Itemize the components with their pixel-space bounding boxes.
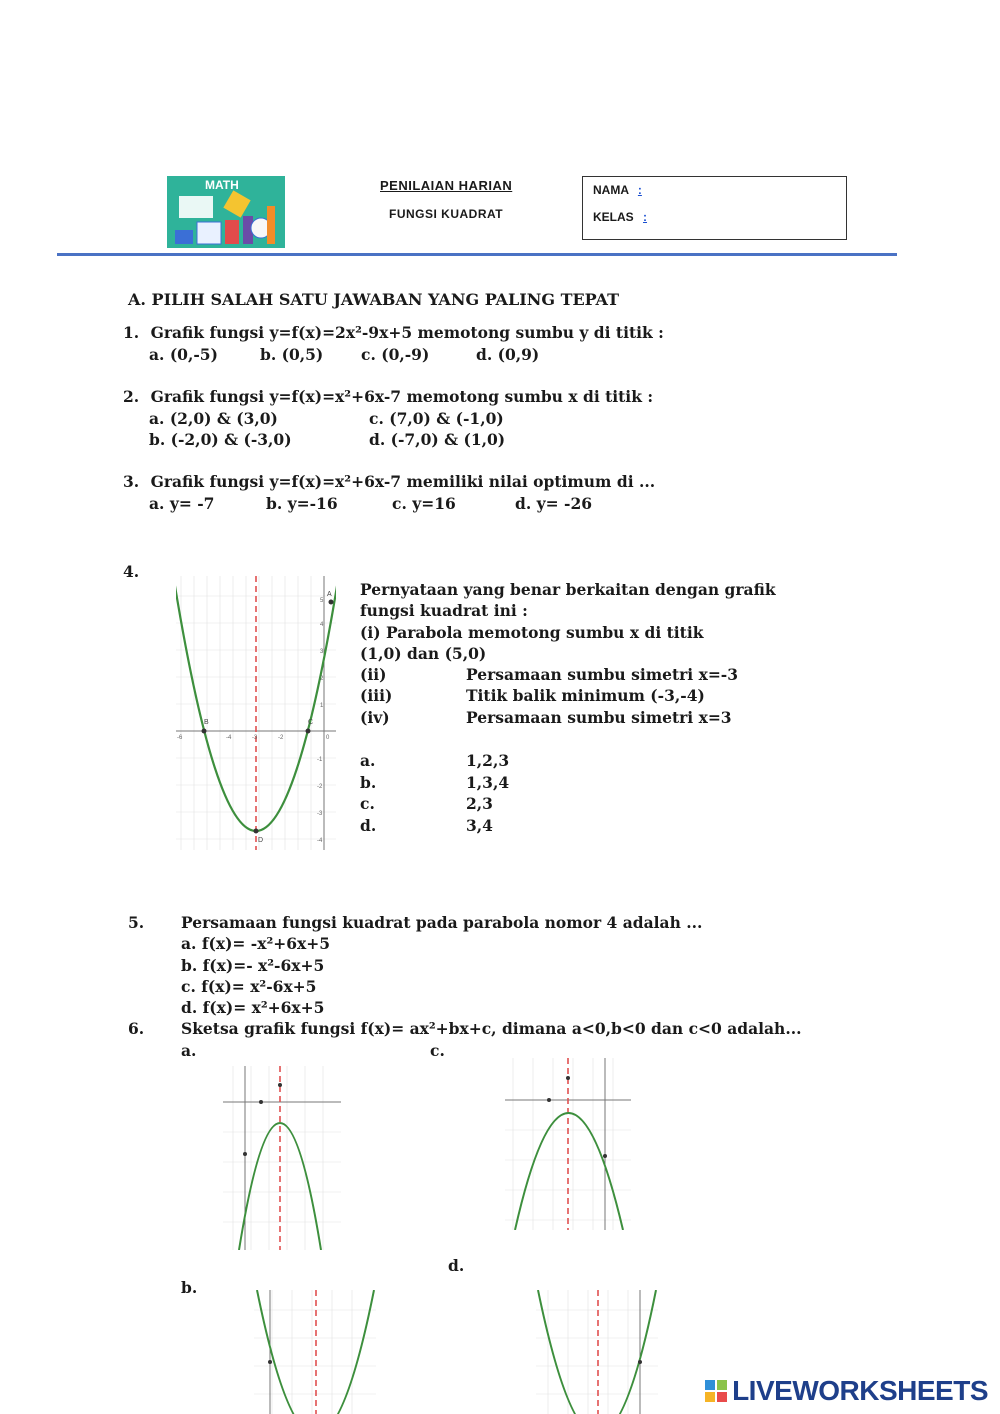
q4-xtick: -2 xyxy=(278,735,284,741)
q2-text: Grafik fungsi y=f(x)=x²+6x-7 memotong sumbu x di titik : xyxy=(150,387,654,406)
q4-statement-1-cont: (1,0) dan (5,0) xyxy=(360,644,487,663)
q4-option-b-value[interactable]: 1,3,4 xyxy=(466,773,510,792)
q5-option-c[interactable]: c. f(x)= x²-6x+5 xyxy=(181,977,317,996)
q6b-y-intercept xyxy=(268,1360,272,1364)
q4-label-c: C xyxy=(308,719,314,726)
q1-number: 1. xyxy=(123,323,140,342)
q6-text: Sketsa grafik fungsi f(x)= ax²+bx+c, dimana a<0,b<0 dan c<0 adalah... xyxy=(181,1019,802,1038)
q6-option-b-label[interactable]: b. xyxy=(181,1278,198,1297)
q1-option-a[interactable]: a. (0,-5) xyxy=(149,345,218,364)
page-subtitle: FUNGSI KUADRAT xyxy=(389,207,504,221)
q3-number: 3. xyxy=(123,472,140,491)
q3-option-c[interactable]: c. y=16 xyxy=(392,494,456,513)
q2-option-b[interactable]: b. (-2,0) & (-3,0) xyxy=(149,430,292,449)
q2-option-d[interactable]: d. (-7,0) & (1,0) xyxy=(369,430,506,449)
q2-option-a[interactable]: a. (2,0) & (3,0) xyxy=(149,409,278,428)
q4-xtick: 0 xyxy=(326,735,330,741)
q4-option-d-value[interactable]: 3,4 xyxy=(466,816,493,835)
q4-parabola-graph xyxy=(176,576,336,850)
name-row xyxy=(593,183,642,197)
q6-graph-b[interactable] xyxy=(254,1290,376,1414)
q4-ytick: -3 xyxy=(317,811,323,817)
header-divider xyxy=(57,253,897,256)
q6-option-c-label[interactable]: c. xyxy=(430,1041,445,1060)
q6-number: 6. xyxy=(128,1019,145,1038)
q6a-grid xyxy=(223,1066,341,1250)
name-label: NAMA xyxy=(593,183,629,197)
q4-ytick: 2 xyxy=(320,676,324,682)
brand-name: LIVEWORKSHEETS xyxy=(732,1375,988,1406)
q4-ytick: 5 xyxy=(320,598,324,604)
math-logo xyxy=(167,176,285,248)
math-icons xyxy=(167,176,285,248)
q4-ytick: -2 xyxy=(317,784,323,790)
q4-statement-4-num: (iv) xyxy=(360,708,390,727)
liveworksheets-brand xyxy=(704,1374,988,1408)
q4-statement-2-num: (ii) xyxy=(360,665,387,684)
q4-xtick: -4 xyxy=(226,735,232,741)
q4-point-c xyxy=(306,729,311,734)
q4-intro-line1: Pernyataan yang benar berkaitan dengan grafik xyxy=(360,580,776,599)
page-title: PENILAIAN HARIAN xyxy=(380,178,513,193)
question-3 xyxy=(123,472,655,491)
q3-option-b[interactable]: b. y=-16 xyxy=(266,494,338,513)
q4-label-a: A xyxy=(327,591,332,598)
q4-option-a-letter[interactable]: a. xyxy=(360,751,376,770)
q4-number: 4. xyxy=(123,562,140,581)
logo-text: MATH xyxy=(205,178,239,192)
q6-option-d-label[interactable]: d. xyxy=(448,1256,465,1275)
q4-label-d: D xyxy=(258,837,264,844)
q4-point-a xyxy=(329,600,334,605)
q4-option-c-letter[interactable]: c. xyxy=(360,794,375,813)
q6d-y-intercept xyxy=(638,1360,642,1364)
q3-text: Grafik fungsi y=f(x)=x²+6x-7 memiliki nilai optimum di ... xyxy=(150,472,656,491)
q1-option-d[interactable]: d. (0,9) xyxy=(476,345,540,364)
q6a-vertex xyxy=(278,1083,282,1087)
q6c-parabola xyxy=(515,1113,623,1230)
q4-option-b-letter[interactable]: b. xyxy=(360,773,377,792)
q6a-y-intercept xyxy=(243,1152,247,1156)
class-field[interactable]: : xyxy=(643,210,648,224)
q4-ytick: -4 xyxy=(317,838,323,844)
q1-option-b[interactable]: b. (0,5) xyxy=(260,345,324,364)
q6-option-a-label[interactable]: a. xyxy=(181,1041,197,1060)
q4-option-d-letter[interactable]: d. xyxy=(360,816,377,835)
q4-ytick: 3 xyxy=(320,649,324,655)
q1-text: Grafik fungsi y=f(x)=2x²-9x+5 memotong sumbu y di titik : xyxy=(150,323,664,342)
q4-xtick: -6 xyxy=(177,735,183,741)
q4-statement-4-text: Persamaan sumbu simetri x=3 xyxy=(466,708,732,727)
q4-option-a-value[interactable]: 1,2,3 xyxy=(466,751,510,770)
q4-ytick: 4 xyxy=(320,622,324,628)
class-row xyxy=(593,210,647,224)
name-field[interactable]: : xyxy=(637,183,642,197)
q6a-root xyxy=(259,1100,263,1104)
q4-label-b: B xyxy=(204,719,209,726)
q1-option-c[interactable]: c. (0,-9) xyxy=(361,345,430,364)
q5-option-d[interactable]: d. f(x)= x²+6x+5 xyxy=(181,998,325,1017)
q5-option-b[interactable]: b. f(x)=- x²-6x+5 xyxy=(181,956,325,975)
q5-number: 5. xyxy=(128,913,145,932)
q6c-y-intercept xyxy=(603,1154,607,1158)
q2-option-c[interactable]: c. (7,0) & (-1,0) xyxy=(369,409,504,428)
q6c-vertex xyxy=(566,1076,570,1080)
q4-intro-line2: fungsi kuadrat ini : xyxy=(360,601,528,620)
q4-statement-3-num: (iii) xyxy=(360,686,393,705)
q5-option-a[interactable]: a. f(x)= -x²+6x+5 xyxy=(181,934,331,953)
q4-ytick: -1 xyxy=(317,757,323,763)
q6c-root xyxy=(547,1098,551,1102)
q4-point-d xyxy=(254,829,259,834)
student-info-box xyxy=(582,176,847,240)
q3-option-a[interactable]: a. y= -7 xyxy=(149,494,215,513)
q6-graph-a[interactable] xyxy=(223,1066,341,1250)
q4-statement-2-text: Persamaan sumbu simetri x=-3 xyxy=(466,665,739,684)
q4-statement-1: (i) Parabola memotong sumbu x di titik xyxy=(360,623,704,642)
q4-statement-3-text: Titik balik minimum (-3,-4) xyxy=(466,686,705,705)
q4-xtick: -3 xyxy=(252,735,258,741)
q6-graph-c[interactable] xyxy=(505,1058,631,1230)
q4-option-c-value[interactable]: 2,3 xyxy=(466,794,493,813)
liveworksheets-logo-icon xyxy=(704,1379,728,1403)
question-2 xyxy=(123,387,653,406)
question-1 xyxy=(123,323,664,342)
q6d-parabola xyxy=(538,1290,656,1414)
section-a-title: A. PILIH SALAH SATU JAWABAN YANG PALING TEPAT xyxy=(128,290,619,309)
q6-graph-d[interactable] xyxy=(536,1290,658,1414)
class-label: KELAS xyxy=(593,210,634,224)
q4-ytick: 1 xyxy=(320,703,324,709)
q3-option-d[interactable]: d. y= -26 xyxy=(515,494,593,513)
q4-point-b xyxy=(202,729,207,734)
q5-text: Persamaan fungsi kuadrat pada parabola nomor 4 adalah ... xyxy=(181,913,703,932)
q2-number: 2. xyxy=(123,387,140,406)
